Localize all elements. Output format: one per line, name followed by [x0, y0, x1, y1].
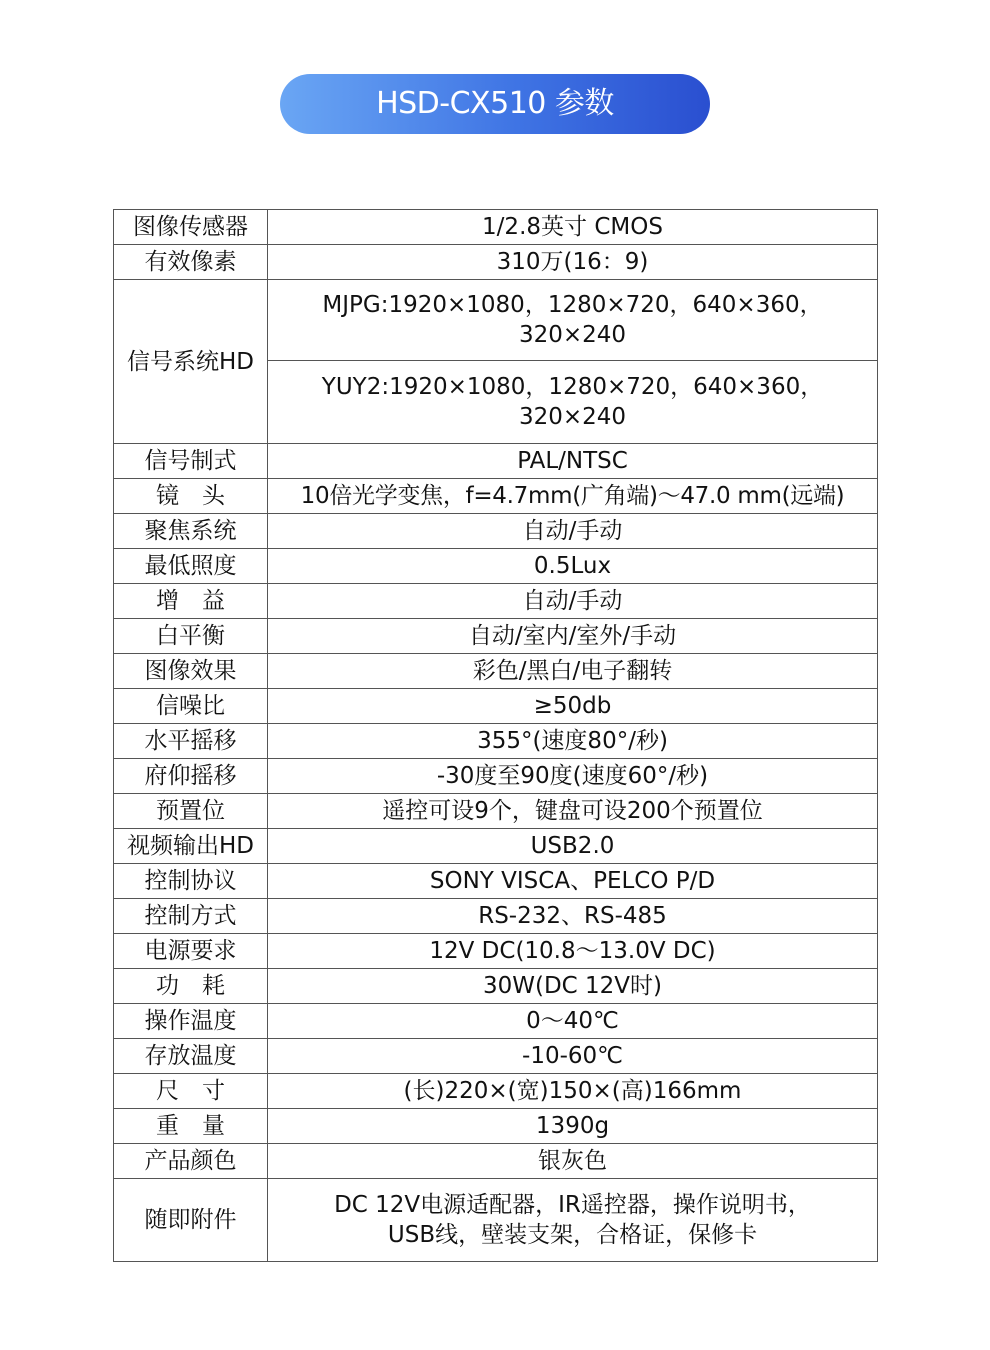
row-value: 0.5Lux — [268, 549, 878, 584]
row-label: 增 益 — [114, 584, 268, 619]
row-value: 30W(DC 12V时) — [268, 969, 878, 1004]
table-row — [114, 1179, 878, 1262]
table-row — [114, 654, 878, 689]
row-label: 信噪比 — [114, 689, 268, 724]
row-label: 聚焦系统 — [114, 514, 268, 549]
row-value: 银灰色 — [268, 1144, 878, 1179]
table-row — [114, 1109, 878, 1144]
table-row — [114, 1074, 878, 1109]
row-value: 彩色/黑白/电子翻转 — [268, 654, 878, 689]
row-label: 电源要求 — [114, 934, 268, 969]
row-label: 操作温度 — [114, 1004, 268, 1039]
table-row — [114, 514, 878, 549]
row-value: 自动/室内/室外/手动 — [268, 619, 878, 654]
row-value: 自动/手动 — [268, 584, 878, 619]
row-value: USB2.0 — [268, 829, 878, 864]
title-banner: HSD-CX510 参数 — [280, 74, 710, 134]
table-row — [114, 210, 878, 245]
value-line: USB线，壁装支架，合格证，保修卡 — [387, 1222, 758, 1248]
row-label: 信号制式 — [114, 444, 268, 479]
table-row — [114, 280, 878, 361]
value-line: YUY2:1920×1080，1280×720，640×360， — [321, 374, 824, 400]
row-label: 预置位 — [114, 794, 268, 829]
row-value: -30度至90度(速度60°/秒) — [268, 759, 878, 794]
row-label: 镜 头 — [114, 479, 268, 514]
row-value: 12V DC(10.8～13.0V DC) — [268, 934, 878, 969]
table-row — [114, 1004, 878, 1039]
row-value: -10-60℃ — [268, 1039, 878, 1074]
table-row — [114, 934, 878, 969]
row-label: 视频输出HD — [114, 829, 268, 864]
value-line: 320×240 — [518, 404, 627, 430]
row-label: 随即附件 — [114, 1179, 268, 1262]
row-label: 存放温度 — [114, 1039, 268, 1074]
table-row — [114, 479, 878, 514]
row-value: PAL/NTSC — [268, 444, 878, 479]
table-row — [114, 689, 878, 724]
table-row — [114, 969, 878, 1004]
row-value — [268, 280, 878, 361]
value-line: 320×240 — [518, 322, 627, 348]
table-row — [114, 584, 878, 619]
row-value: 1390g — [268, 1109, 878, 1144]
row-label: 尺 寸 — [114, 1074, 268, 1109]
value-line: DC 12V电源适配器，IR遥控器，操作说明书， — [334, 1192, 811, 1218]
row-value: 310万(16：9) — [268, 245, 878, 280]
row-label: 产品颜色 — [114, 1144, 268, 1179]
table-row — [114, 245, 878, 280]
row-value: 遥控可设9个，键盘可设200个预置位 — [268, 794, 878, 829]
table-row — [114, 864, 878, 899]
row-value: 1/2.8英寸 CMOS — [268, 210, 878, 245]
row-value: 0～40℃ — [268, 1004, 878, 1039]
table-row — [114, 724, 878, 759]
row-label: 最低照度 — [114, 549, 268, 584]
row-value: RS-232、RS-485 — [268, 899, 878, 934]
row-label: 图像传感器 — [114, 210, 268, 245]
row-value: SONY VISCA、PELCO P/D — [268, 864, 878, 899]
value-line: MJPG:1920×1080，1280×720，640×360， — [322, 292, 823, 318]
table-row — [114, 619, 878, 654]
table-row — [114, 899, 878, 934]
row-value — [268, 361, 878, 444]
table-row — [114, 829, 878, 864]
row-label: 功 耗 — [114, 969, 268, 1004]
row-value: 自动/手动 — [268, 514, 878, 549]
row-value: 355°(速度80°/秒) — [268, 724, 878, 759]
row-label: 图像效果 — [114, 654, 268, 689]
row-label: 有效像素 — [114, 245, 268, 280]
table-row — [114, 1039, 878, 1074]
row-value — [268, 1179, 878, 1262]
table-row — [114, 549, 878, 584]
row-value: ≥50db — [268, 689, 878, 724]
table-row — [114, 444, 878, 479]
row-label: 控制方式 — [114, 899, 268, 934]
table-row — [114, 759, 878, 794]
row-value: (长)220×(宽)150×(高)166mm — [268, 1074, 878, 1109]
row-label: 白平衡 — [114, 619, 268, 654]
table-row — [114, 794, 878, 829]
row-label: 信号系统HD — [114, 280, 268, 444]
row-value: 10倍光学变焦，f=4.7mm(广角端)～47.0 mm(远端) — [268, 479, 878, 514]
row-label: 控制协议 — [114, 864, 268, 899]
row-label: 重 量 — [114, 1109, 268, 1144]
row-label: 府仰摇移 — [114, 759, 268, 794]
row-label: 水平摇移 — [114, 724, 268, 759]
spec-table — [113, 209, 878, 1262]
table-row — [114, 1144, 878, 1179]
